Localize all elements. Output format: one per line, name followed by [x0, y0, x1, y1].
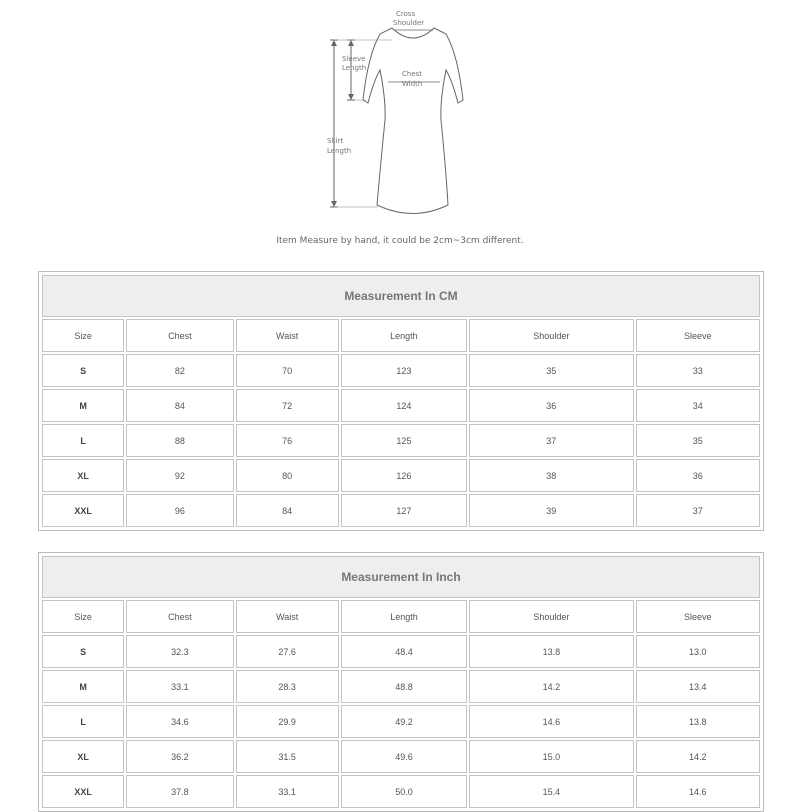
cell-size: M [42, 389, 124, 422]
inch-size-table [40, 554, 762, 810]
header-shoulder: Shoulder [469, 600, 633, 633]
cell-chest: 37.8 [126, 775, 233, 808]
inch-table-container [38, 552, 764, 812]
cell-shoulder: 39 [469, 494, 633, 527]
cell-shoulder: 37 [469, 424, 633, 457]
measurement-note: Item Measure by hand, it could be 2cm~3cm different. [276, 236, 524, 246]
table-row [42, 705, 760, 738]
cell-size: L [42, 705, 124, 738]
cm-header-row [42, 319, 760, 352]
header-size: Size [42, 600, 124, 633]
sleeve-label-2: Length [342, 64, 367, 72]
cell-sleeve: 37 [636, 494, 760, 527]
shoulder-label-2: Shoulder [393, 19, 425, 27]
cell-chest: 96 [126, 494, 233, 527]
cell-length: 49.2 [341, 705, 467, 738]
header-chest: Chest [126, 319, 233, 352]
cm-size-table [40, 273, 762, 529]
cell-sleeve: 13.8 [636, 705, 760, 738]
cell-sleeve: 13.4 [636, 670, 760, 703]
cell-waist: 84 [236, 494, 339, 527]
cell-sleeve: 13.0 [636, 635, 760, 668]
cell-length: 48.4 [341, 635, 467, 668]
cell-waist: 29.9 [236, 705, 339, 738]
sleeve-label-1: Sleeve [342, 55, 366, 63]
cell-size: S [42, 354, 124, 387]
table-row [42, 459, 760, 492]
inch-header-row [42, 600, 760, 633]
cell-chest: 36.2 [126, 740, 233, 773]
cm-table-title: Measurement In CM [42, 275, 760, 317]
cell-waist: 28.3 [236, 670, 339, 703]
cell-chest: 33.1 [126, 670, 233, 703]
cell-size: XXL [42, 775, 124, 808]
cell-length: 50.0 [341, 775, 467, 808]
header-size: Size [42, 319, 124, 352]
header-waist: Waist [236, 319, 339, 352]
skirt-label-2: Length [327, 147, 352, 155]
cell-length: 127 [341, 494, 467, 527]
cross-label-1: Cross [396, 10, 416, 18]
cell-shoulder: 13.8 [469, 635, 633, 668]
cell-length: 48.8 [341, 670, 467, 703]
cell-size: XL [42, 459, 124, 492]
cell-waist: 31.5 [236, 740, 339, 773]
cell-chest: 88 [126, 424, 233, 457]
table-row [42, 635, 760, 668]
cell-waist: 80 [236, 459, 339, 492]
cell-waist: 27.6 [236, 635, 339, 668]
cell-size: S [42, 635, 124, 668]
table-row [42, 775, 760, 808]
cell-size: M [42, 670, 124, 703]
chest-label-2: Width [402, 80, 423, 88]
cell-waist: 76 [236, 424, 339, 457]
header-length: Length [341, 319, 467, 352]
cm-table-container [38, 271, 764, 531]
header-sleeve: Sleeve [636, 319, 760, 352]
cell-sleeve: 33 [636, 354, 760, 387]
header-chest: Chest [126, 600, 233, 633]
cell-shoulder: 35 [469, 354, 633, 387]
cell-waist: 33.1 [236, 775, 339, 808]
inch-table-title: Measurement In Inch [42, 556, 760, 598]
table-row [42, 494, 760, 527]
cell-chest: 82 [126, 354, 233, 387]
cell-waist: 70 [236, 354, 339, 387]
skirt-label-1: Skirt [327, 137, 344, 145]
table-row [42, 389, 760, 422]
chest-label-1: Chest [402, 70, 423, 78]
dress-outline [363, 28, 463, 214]
table-row [42, 740, 760, 773]
cell-shoulder: 38 [469, 459, 633, 492]
table-row [42, 424, 760, 457]
cell-length: 123 [341, 354, 467, 387]
cell-length: 126 [341, 459, 467, 492]
cell-length: 49.6 [341, 740, 467, 773]
cell-shoulder: 15.4 [469, 775, 633, 808]
cell-sleeve: 34 [636, 389, 760, 422]
cell-shoulder: 14.6 [469, 705, 633, 738]
cell-chest: 84 [126, 389, 233, 422]
header-sleeve: Sleeve [636, 600, 760, 633]
header-shoulder: Shoulder [469, 319, 633, 352]
cell-size: XXL [42, 494, 124, 527]
cell-waist: 72 [236, 389, 339, 422]
cell-sleeve: 36 [636, 459, 760, 492]
cell-sleeve: 14.2 [636, 740, 760, 773]
table-row [42, 670, 760, 703]
cell-chest: 34.6 [126, 705, 233, 738]
cell-shoulder: 15.0 [469, 740, 633, 773]
cell-chest: 92 [126, 459, 233, 492]
cell-shoulder: 36 [469, 389, 633, 422]
header-length: Length [341, 600, 467, 633]
cell-shoulder: 14.2 [469, 670, 633, 703]
table-row [42, 354, 760, 387]
cell-sleeve: 14.6 [636, 775, 760, 808]
dress-measurement-diagram [0, 0, 800, 235]
cell-size: L [42, 424, 124, 457]
cell-size: XL [42, 740, 124, 773]
header-waist: Waist [236, 600, 339, 633]
cell-sleeve: 35 [636, 424, 760, 457]
cell-length: 124 [341, 389, 467, 422]
cell-chest: 32.3 [126, 635, 233, 668]
cell-length: 125 [341, 424, 467, 457]
